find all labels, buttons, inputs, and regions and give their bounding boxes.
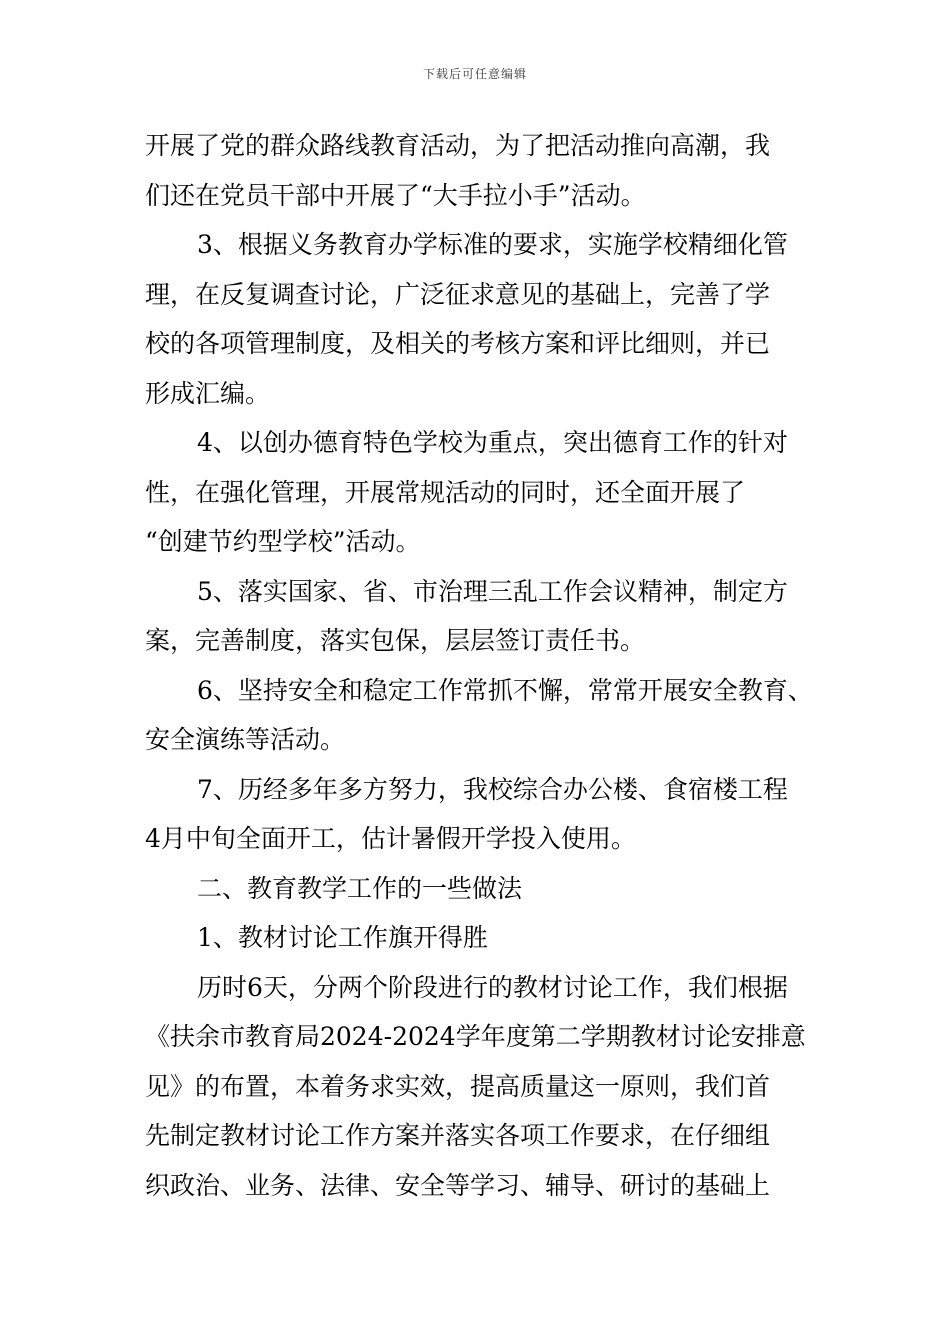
text-line: 理，在反复调查讨论，广泛征求意见的基础上，完善了学 xyxy=(145,279,771,309)
text-line: 织政治、业务、法律、安全等学习、辅导、研讨的基础上 xyxy=(145,1170,771,1200)
text-line: 见》的布置，本着务求实效，提高质量这一原则，我们首 xyxy=(145,1071,771,1101)
document-body xyxy=(145,126,813,1215)
text-line: 开展了党的群众路线教育活动，为了把活动推向高潮，我 xyxy=(145,131,771,160)
text-line: 们还在党员干部中开展了“大手拉小手”活动。 xyxy=(145,180,646,210)
text-line: “创建节约型学校”活动。 xyxy=(145,527,421,556)
text-line: 4、以创办德育特色学校为重点，突出德育工作的针对 xyxy=(197,428,788,457)
text-line: 5、落实国家、省、市治理三乱工作会议精神，制定方 xyxy=(197,576,788,606)
text-line: 6、坚持安全和稳定工作常抓不懈，常常开展安全教育、 xyxy=(197,675,813,705)
text-line: 历时6天，分两个阶段进行的教材讨论工作，我们根据 xyxy=(197,972,788,1002)
text-line: 《扶余市教育局2024-2024学年度第二学期教材讨论安排意 xyxy=(145,1022,806,1051)
text-line: 4月中旬全面开工，估计暑假开学投入使用。 xyxy=(145,824,636,853)
text-line: 安全演练等活动。 xyxy=(145,725,346,754)
subsection-heading: 1、教材讨论工作旗开得胜 xyxy=(197,923,488,952)
text-line: 3、根据义务教育办学标准的要求，实施学校精细化管 xyxy=(197,230,788,259)
text-line: 7、历经多年多方努力，我校综合办公楼、食宿楼工程 xyxy=(197,774,788,804)
text-line: 先制定教材讨论工作方案并落实各项工作要求，在仔细组 xyxy=(145,1121,771,1150)
text-line: 案，完善制度，落实包保，层层签订责任书。 xyxy=(145,626,646,655)
text-line: 性，在强化管理，开展常规活动的同时，还全面开展了 xyxy=(145,477,746,507)
text-line: 形成汇编。 xyxy=(145,378,271,408)
page-header-note: 下载后可任意编辑 xyxy=(422,67,527,81)
section-heading: 二、教育教学工作的一些做法 xyxy=(197,873,523,903)
text-line: 校的各项管理制度，及相关的考核方案和评比细则，并已 xyxy=(145,329,771,358)
